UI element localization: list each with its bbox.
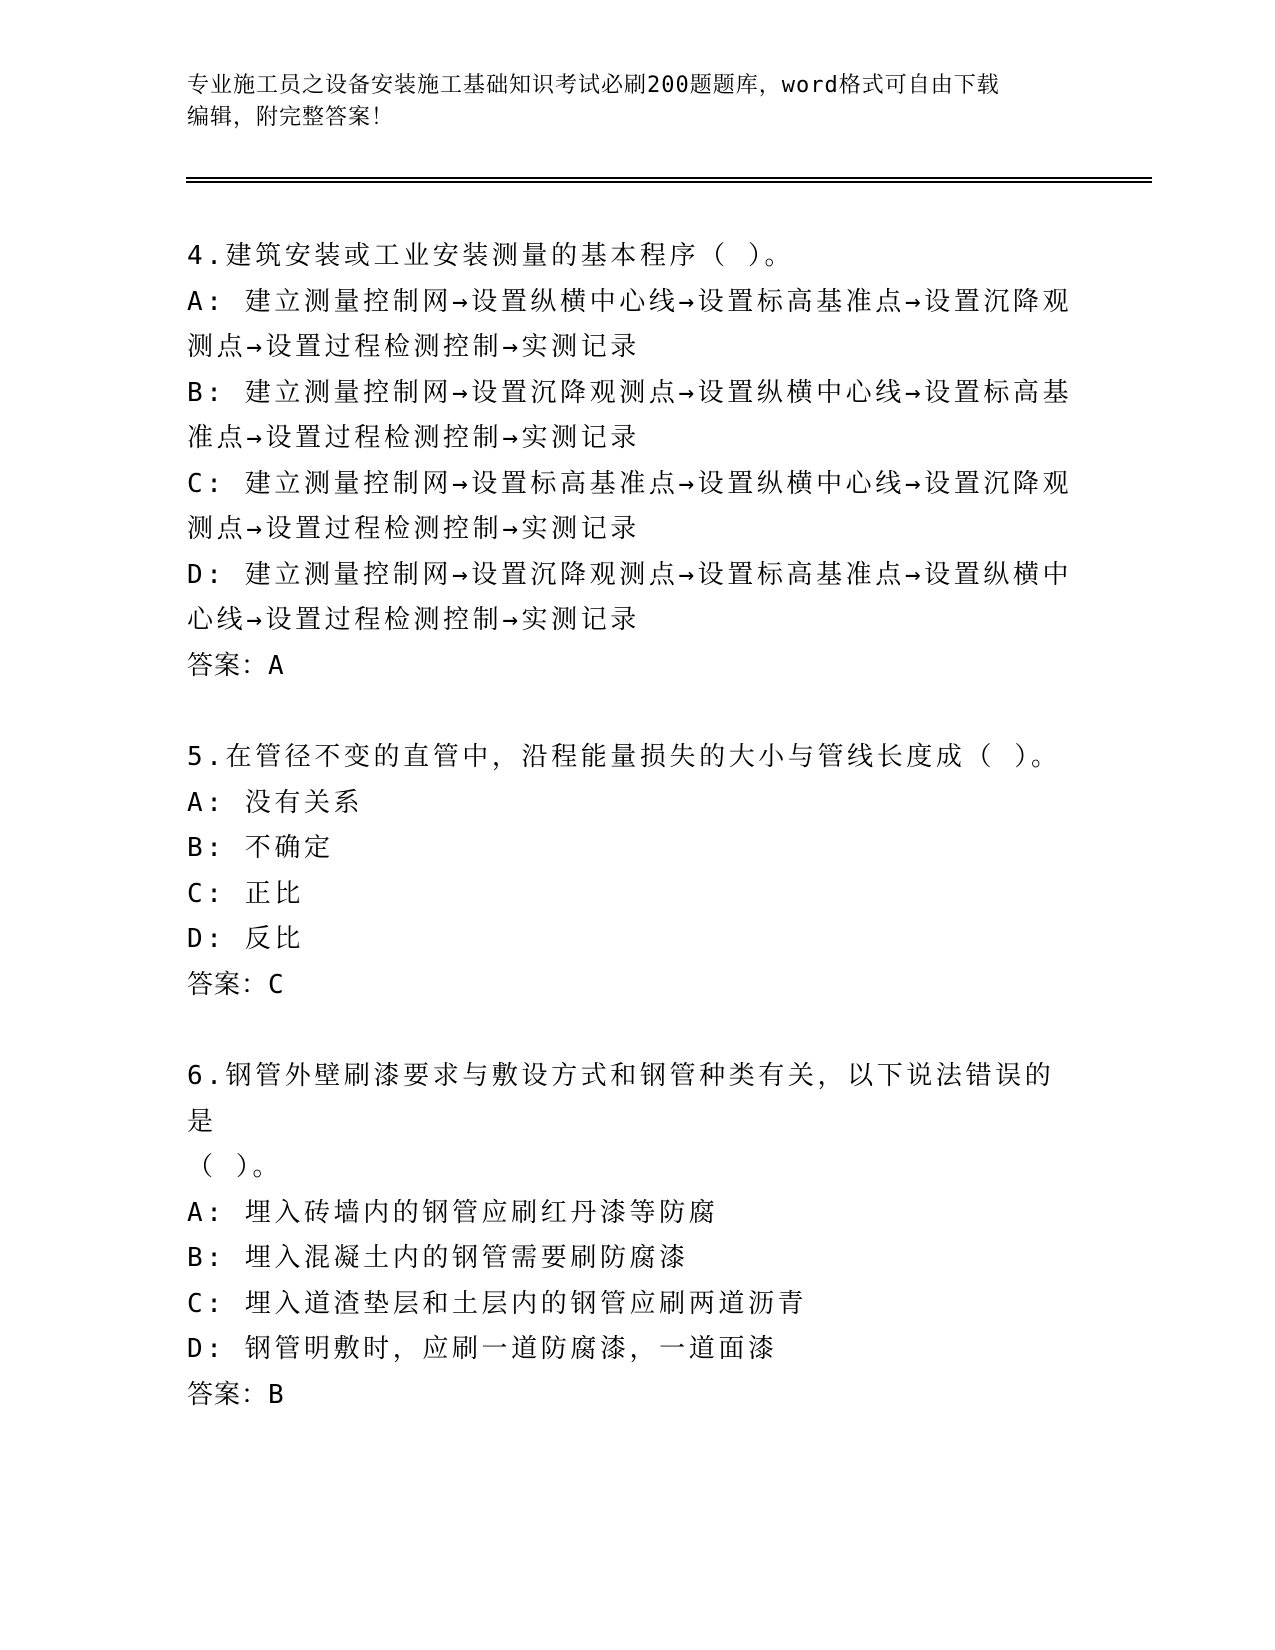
document-header xyxy=(187,70,1077,134)
option-b-line-2: 准点→设置过程检测控制→实测记录 xyxy=(187,423,640,453)
answer-line: 答案：C xyxy=(187,969,285,1000)
question-6 xyxy=(187,1054,1077,1418)
option-c: C: 正比 xyxy=(187,878,304,909)
header-title-line-1: 专业施工员之设备安装施工基础知识考试必刷200题题库，word格式可自由下载 xyxy=(187,73,1000,98)
question-list xyxy=(187,234,1077,1464)
option-d-line-1: D: 建立测量控制网→设置沉降观测点→设置标高基准点→设置纵横中 xyxy=(187,559,1073,590)
option-d-line-2: 心线→设置过程检测控制→实测记录 xyxy=(187,605,640,635)
option-d: D: 钢管明敷时，应刷一道防腐漆，一道面漆 xyxy=(187,1334,778,1364)
option-c-line-1: C: 建立测量控制网→设置标高基准点→设置纵横中心线→设置沉降观 xyxy=(187,468,1073,499)
option-b-line-1: B: 建立测量控制网→设置沉降观测点→设置纵横中心线→设置标高基 xyxy=(187,377,1073,408)
option-a-line-1: A: 建立测量控制网→设置纵横中心线→设置标高基准点→设置沉降观 xyxy=(187,286,1073,317)
question-4 xyxy=(187,234,1077,689)
question-stem-line-2: （ ）。 xyxy=(187,1152,283,1182)
question-5 xyxy=(187,735,1077,1008)
question-stem-line-1: 6.钢管外壁刷漆要求与敷设方式和钢管种类有关，以下说法错误的是 xyxy=(187,1061,1055,1137)
option-a: A: 没有关系 xyxy=(187,787,364,818)
option-d: D: 反比 xyxy=(187,924,304,954)
option-c-line-2: 测点→设置过程检测控制→实测记录 xyxy=(187,514,640,544)
option-c: C: 埋入道渣垫层和土层内的钢管应刷两道沥青 xyxy=(187,1288,808,1319)
header-title-line-2: 编辑，附完整答案！ xyxy=(187,105,395,130)
option-a-line-2: 测点→设置过程检测控制→实测记录 xyxy=(187,332,640,362)
option-a: A: 埋入砖墙内的钢管应刷红丹漆等防腐 xyxy=(187,1197,719,1228)
header-double-rule xyxy=(186,177,1152,183)
question-stem: 4.建筑安装或工业安装测量的基本程序（ ）。 xyxy=(187,241,795,271)
option-b: B: 埋入混凝土内的钢管需要刷防腐漆 xyxy=(187,1243,689,1273)
question-stem: 5.在管径不变的直管中，沿程能量损失的大小与管线长度成（ ）。 xyxy=(187,742,1061,772)
answer-line: 答案：A xyxy=(187,650,285,681)
answer-line: 答案：B xyxy=(187,1379,285,1410)
option-b: B: 不确定 xyxy=(187,833,334,863)
